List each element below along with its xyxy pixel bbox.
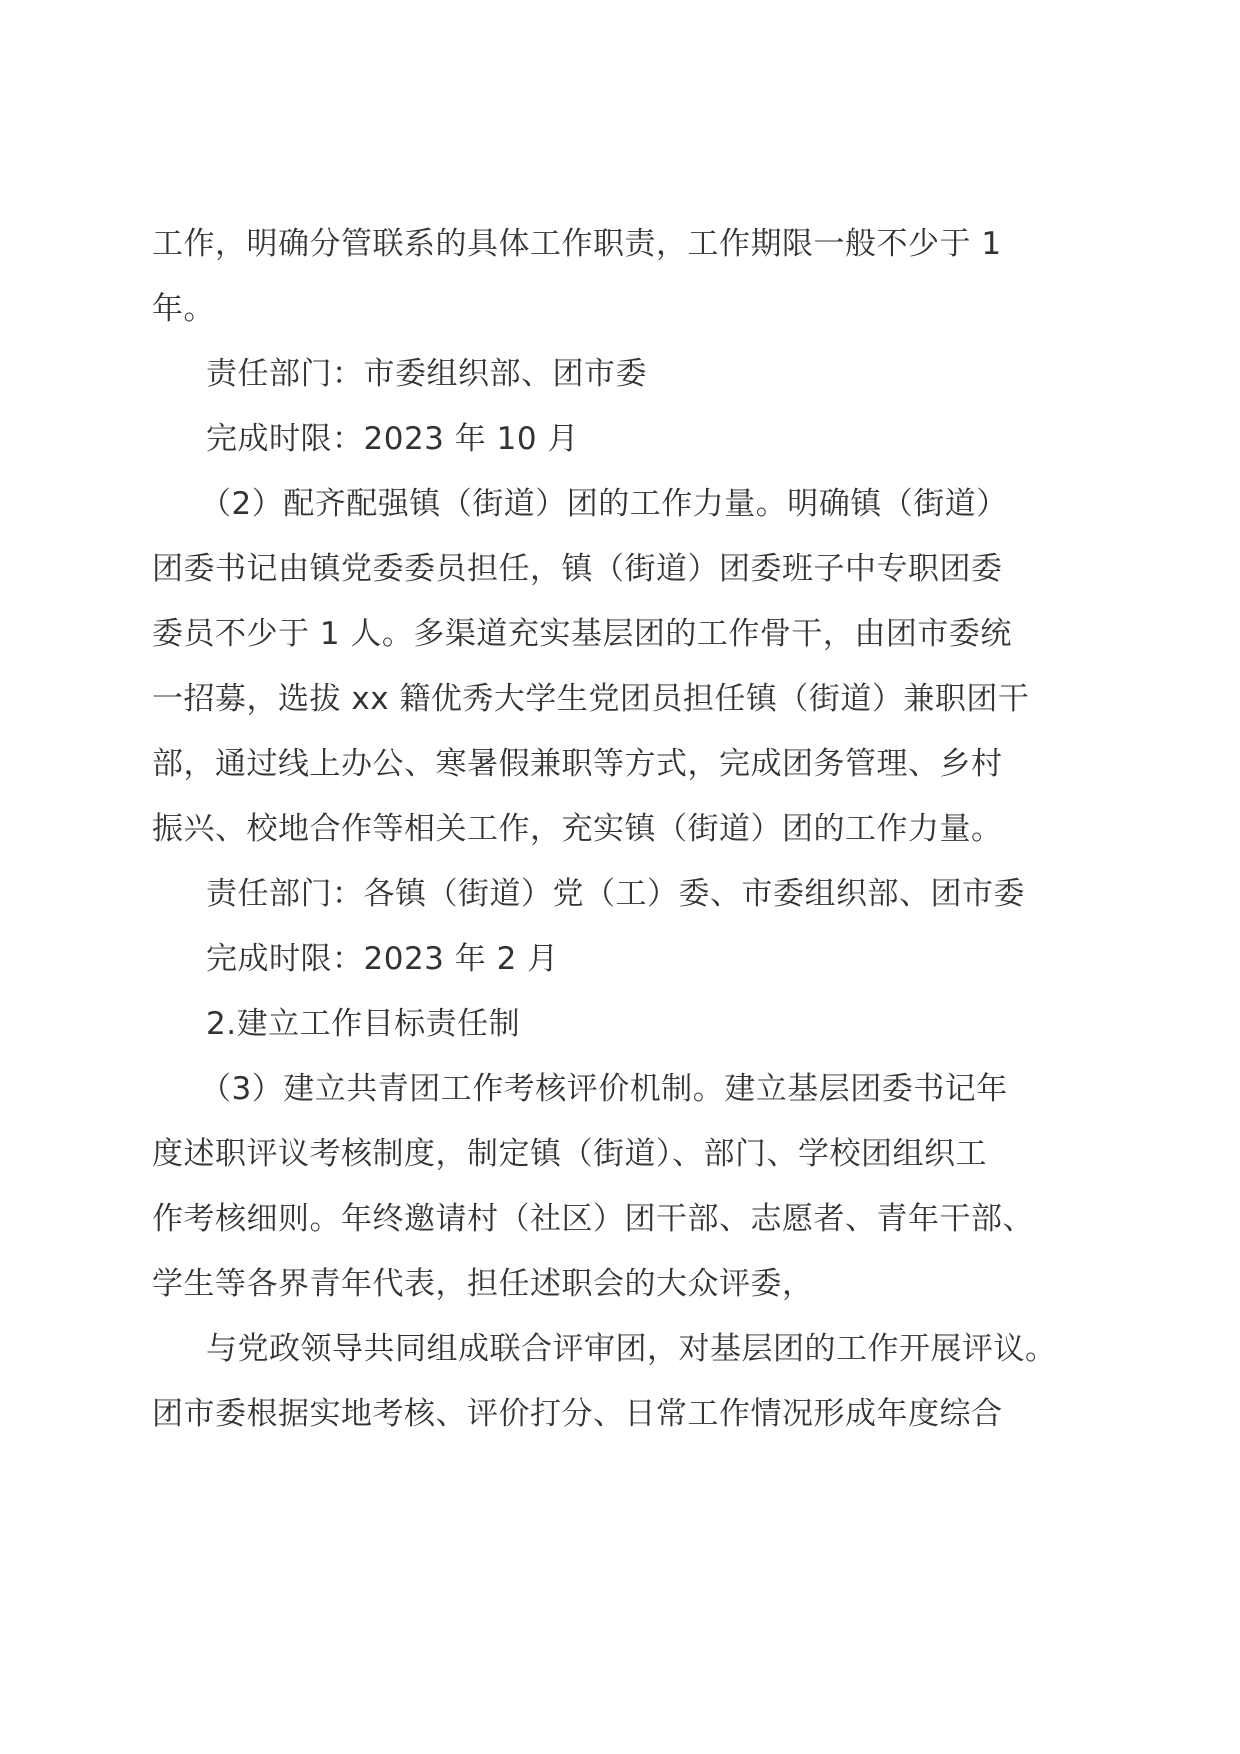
text-line: 团市委根据实地考核、评价打分、日常工作情况形成年度综合	[152, 1396, 1003, 1432]
text-line: 完成时限：2023 年 2 月	[206, 941, 559, 977]
text-line: 团委书记由镇党委委员担任，镇（街道）团委班子中专职团委	[152, 551, 1003, 587]
text-line: 与党政领导共同组成联合评审团，对基层团的工作开展评议。	[206, 1331, 1057, 1367]
section-heading: 2.建立工作目标责任制	[206, 1006, 521, 1042]
text-line: 责任部门：各镇（街道）党（工）委、市委组织部、团市委	[206, 876, 1025, 912]
text-line: （3）建立共青团工作考核评价机制。建立基层团委书记年	[200, 1071, 1008, 1107]
text-line: 一招募，选拔 xx 籍优秀大学生党团员担任镇（街道）兼职团干	[152, 681, 1030, 717]
text-line: 振兴、校地合作等相关工作，充实镇（街道）团的工作力量。	[152, 811, 1003, 847]
text-line: 作考核细则。年终邀请村（社区）团干部、志愿者、青年干部、	[152, 1201, 1034, 1237]
text-line: 责任部门：市委组织部、团市委	[206, 356, 647, 392]
text-line: 度述职评议考核制度，制定镇（街道）、部门、学校团组织工	[152, 1136, 987, 1172]
text-line: 工作，明确分管联系的具体工作职责，工作期限一般不少于 1	[152, 226, 1002, 262]
text-line: 完成时限：2023 年 10 月	[206, 421, 579, 457]
text-line: 部，通过线上办公、寒暑假兼职等方式，完成团务管理、乡村	[152, 746, 1003, 782]
text-line: 委员不少于 1 人。多渠道充实基层团的工作骨干，由团市委统	[152, 616, 1012, 652]
text-line: （2）配齐配强镇（街道）团的工作力量。明确镇（街道）	[200, 486, 1008, 522]
text-line: 学生等各界青年代表，担任述职会的大众评委，	[152, 1266, 814, 1302]
text-line: 年。	[152, 291, 215, 327]
